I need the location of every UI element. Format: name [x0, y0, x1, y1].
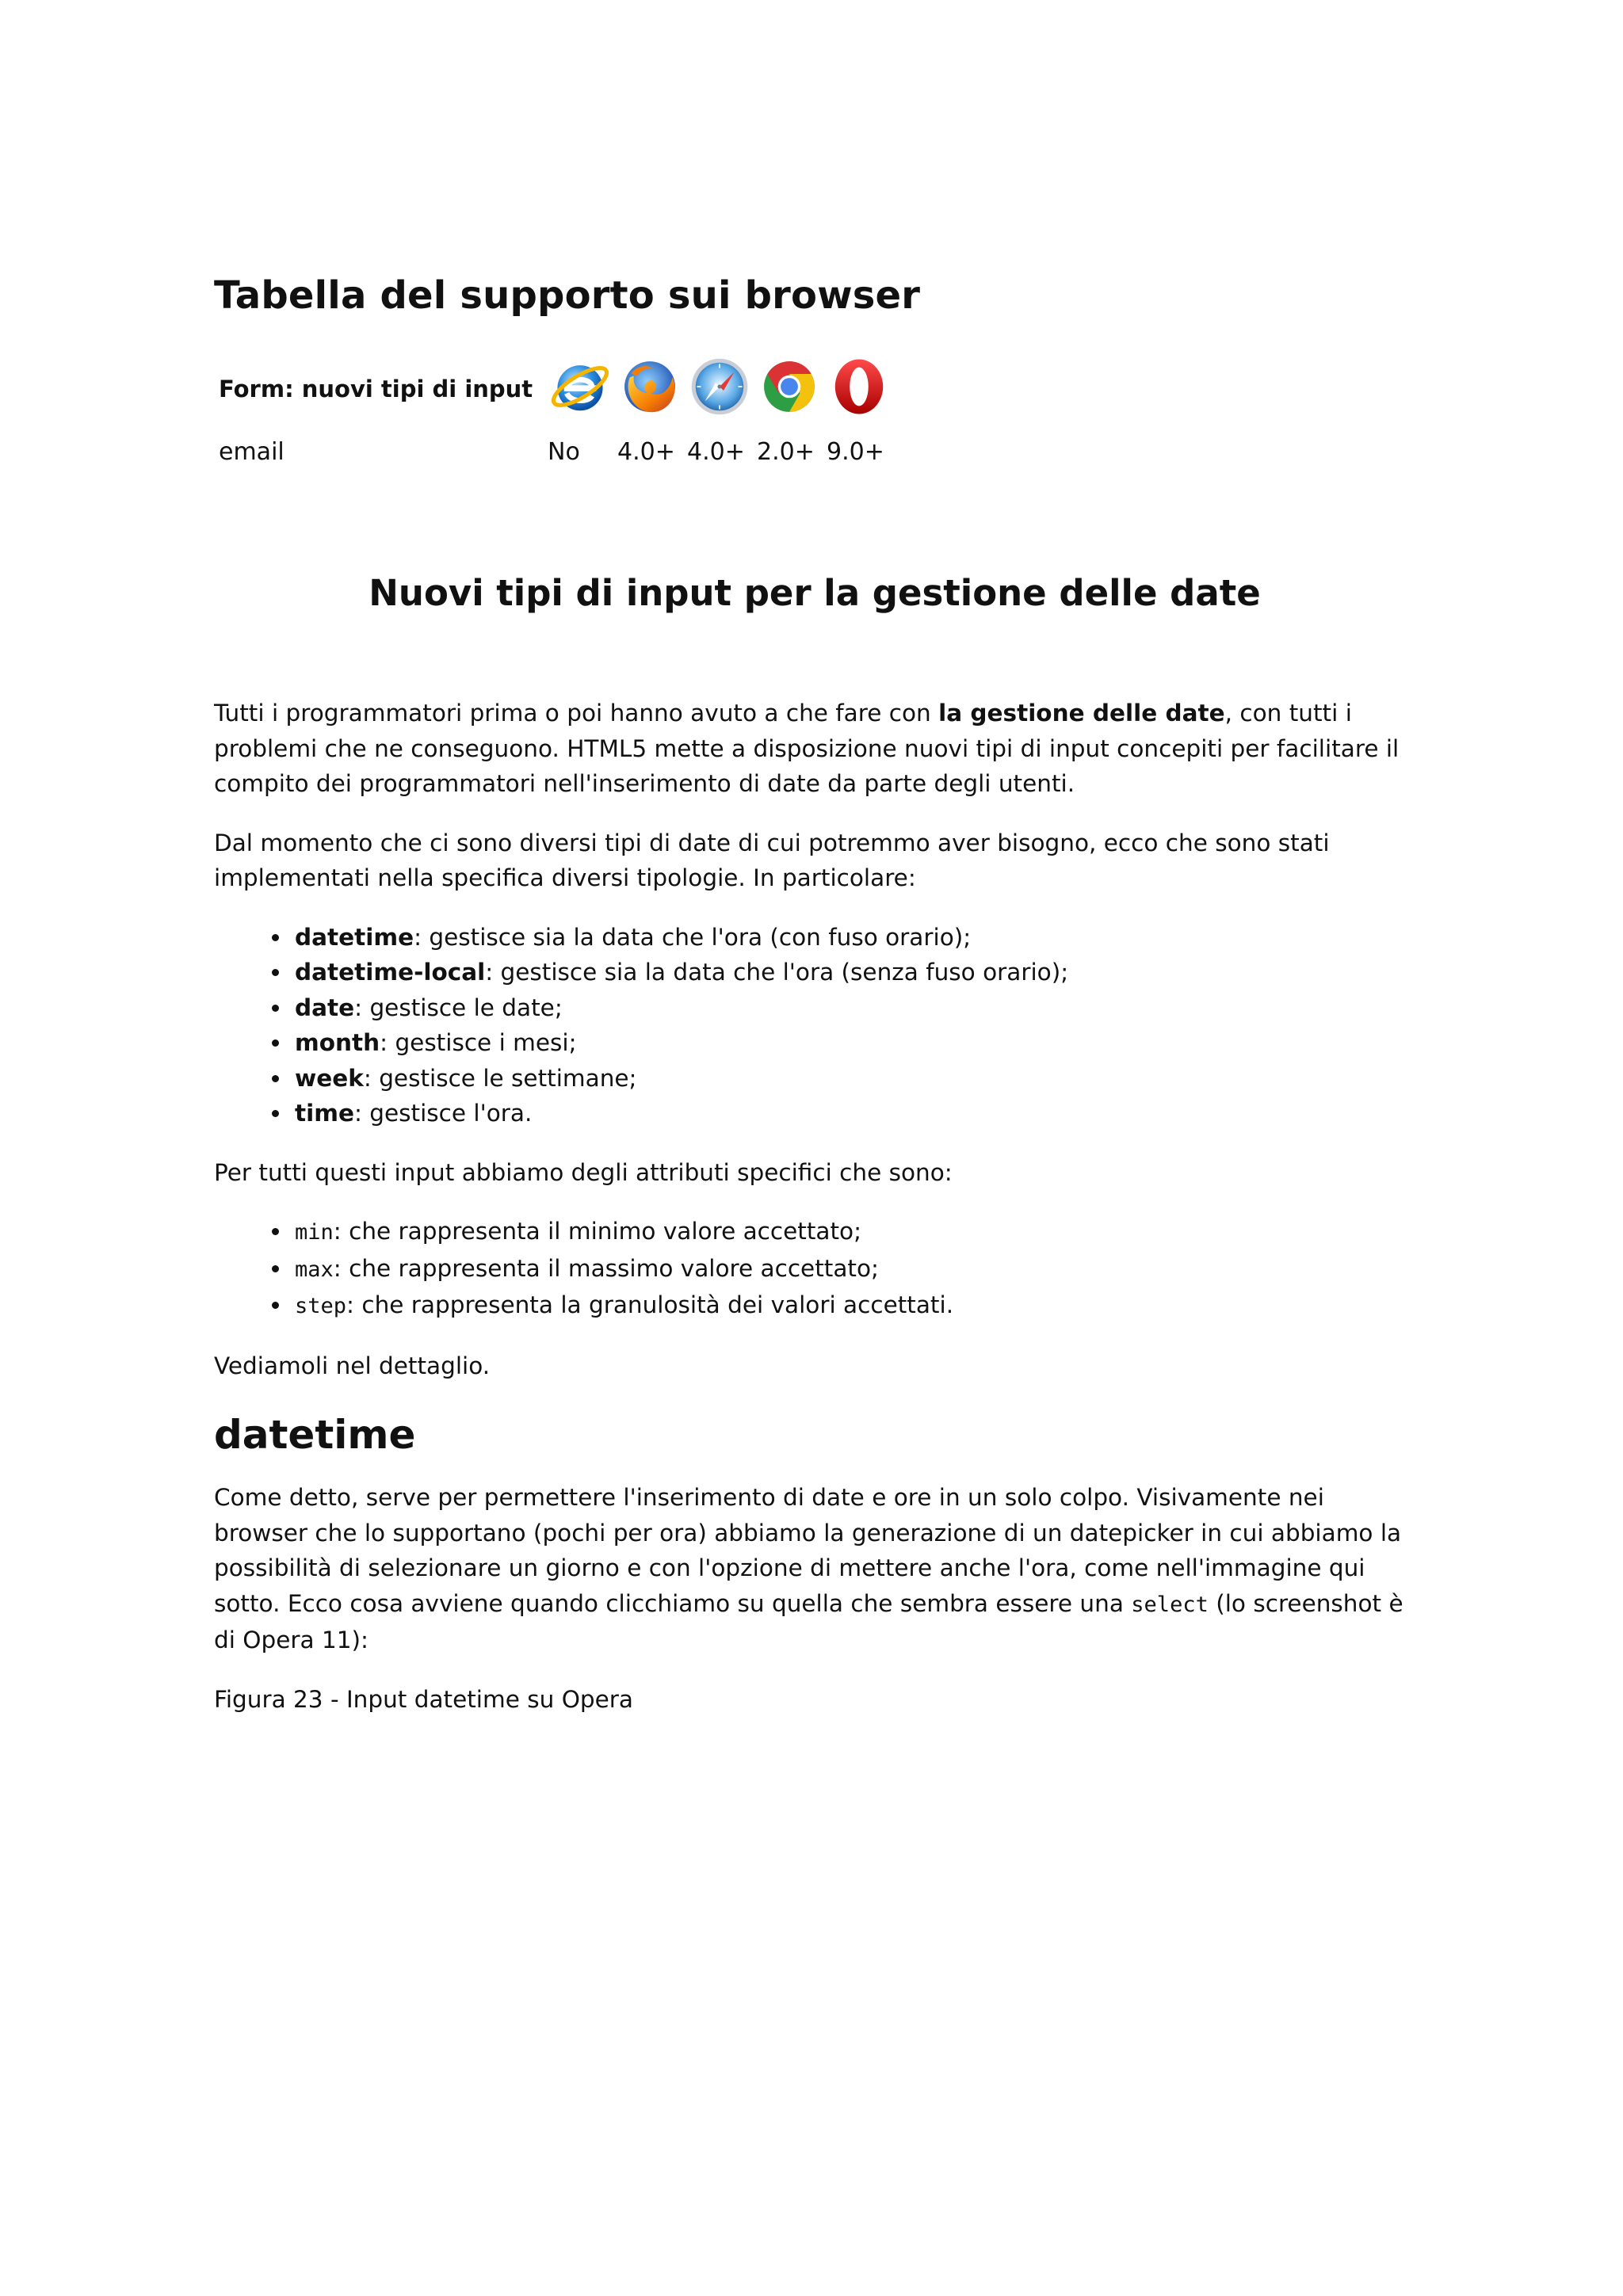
datetime-heading: datetime: [214, 1412, 416, 1458]
attrs-intro-paragraph: Per tutti questi input abbiamo degli attributi specifici che sono:: [214, 1158, 953, 1186]
ie-support-value: No: [548, 438, 580, 466]
firefox-support-value: 4.0+: [617, 438, 675, 466]
browser-support-table: [219, 349, 932, 475]
opera-support-value: 9.0+: [827, 438, 884, 466]
opera-icon: [826, 353, 892, 420]
intro-paragraph: Tutti i programmatori prima o poi hanno avuto a che fare con la gestione delle date, con tutti i problemi che ne conseguono. HTML5 mette a disposizione nuovi tipi di input concepiti per facilitare il compito dei programmatori nell'inserimento di date da parte degli utenti.: [214, 700, 1400, 797]
list-item: • datetime-local: gestisce sia la data che l'ora (senza fuso orario);: [292, 955, 1419, 990]
table-row-label: email: [219, 438, 285, 466]
list-item: • date: gestisce le date;: [292, 990, 1419, 1026]
safari-icon: [686, 353, 753, 420]
chrome-icon: [756, 353, 823, 420]
internet-explorer-icon: [547, 353, 613, 420]
safari-support-value: 4.0+: [687, 438, 745, 466]
list-item: • time: gestisce l'ora.: [292, 1096, 1419, 1131]
list-item: • step: che rappresenta la granulosità dei valori accettati.: [292, 1287, 1419, 1325]
table-header-label: Form: nuovi tipi di input: [219, 376, 533, 402]
datetime-paragraph: Come detto, serve per permettere l'inserimento di date e ore in un solo colpo. Visivamente nei browser che lo supportano (pochi per ora) abbiamo la generazione di un datepicker in cui abbiamo la possibilità di selezionare un giorno e con l'opzione di mettere anche l'ora, come nell'immagine qui sotto. Ecco cosa avviene quando clicchiamo su quella che sembra essere una select (lo screenshot è di Opera 11):: [214, 1484, 1403, 1653]
firefox-icon: [617, 353, 683, 420]
list-item: • week: gestisce le settimane;: [292, 1061, 1419, 1097]
types-intro-paragraph: Dal momento che ci sono diversi tipi di date di cui potremmo aver bisogno, ecco che sono stati implementati nella specifica diversi tipologie. In particolare:: [214, 829, 1330, 891]
figure-caption: Figura 23 - Input datetime su Opera: [214, 1685, 634, 1713]
date-types-list: [214, 920, 1419, 1131]
outro-paragraph: Vediamoli nel dettaglio.: [214, 1352, 491, 1379]
list-item: • min: che rappresenta il minimo valore accettato;: [292, 1214, 1419, 1251]
article-content: [214, 696, 1419, 1741]
support-table-title: Tabella del supporto sui browser: [214, 273, 921, 318]
dates-section-title: Nuovi tipi di input per la gestione delle date: [369, 572, 1261, 614]
chrome-support-value: 2.0+: [757, 438, 815, 466]
attributes-list: [214, 1214, 1419, 1325]
list-item: • month: gestisce i mesi;: [292, 1025, 1419, 1061]
list-item: • max: che rappresenta il massimo valore accettato;: [292, 1251, 1419, 1288]
list-item: • datetime: gestisce sia la data che l'ora (con fuso orario);: [292, 920, 1419, 955]
